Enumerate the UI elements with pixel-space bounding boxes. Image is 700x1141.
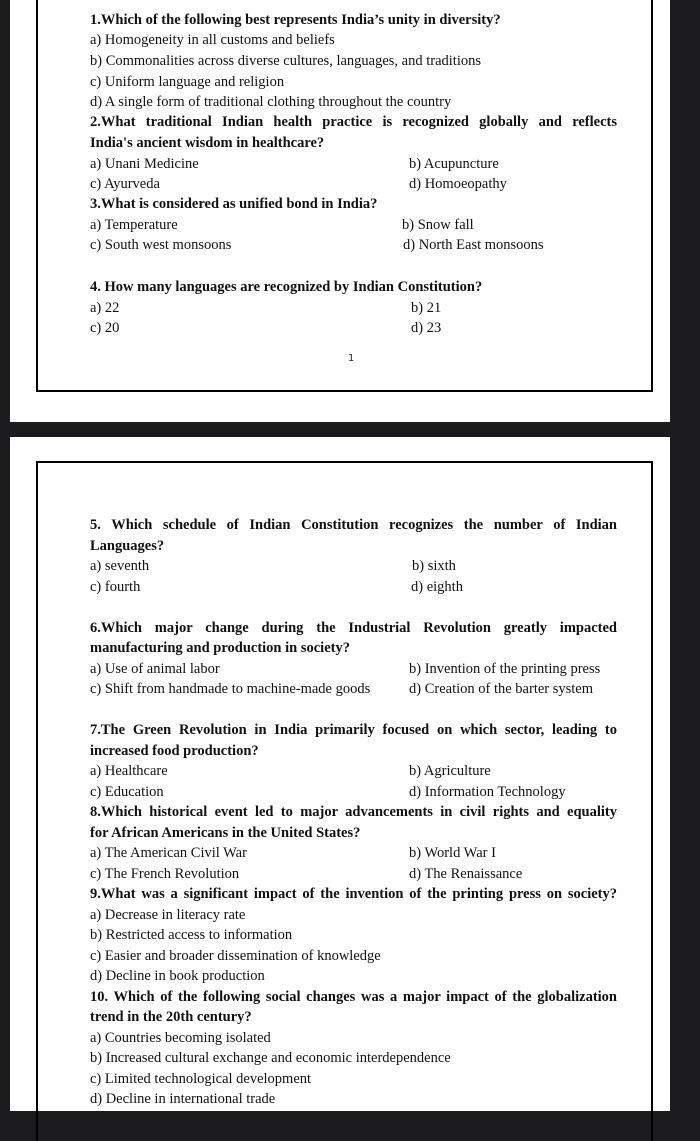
q8-option-b: b) World War I [409,845,496,861]
question-8-line-2: for African Americans in the United States? [90,825,361,841]
q6-option-c: c) Shift from handmade to machine-made goods [90,681,371,697]
question-1: 1.Which of the following best represents India’s unity in diversity? [90,12,501,28]
q2-option-c: c) Ayurveda [90,176,160,192]
q10-option-c: c) Limited technological development [90,1071,312,1087]
question-6-line-2: manufacturing and production in society? [90,640,350,656]
q10-option-b: b) Increased cultural exchange and economic interdependence [90,1050,451,1066]
q4-option-c: c) 20 [90,320,120,336]
q7-option-d: d) Information Technology [409,784,566,800]
q5-option-c: c) fourth [90,579,141,595]
q2-option-b: b) Acupuncture [409,156,499,172]
q8-option-d: d) The Renaissance [409,866,523,882]
q3-option-c: c) South west monsoons [90,237,232,253]
question-10-line-1: 10. Which of the following social changes was a major impact of the globalization [90,989,617,1005]
question-5-line-2: Languages? [90,538,165,554]
page-1 [10,0,670,422]
q7-option-c: c) Education [90,784,164,800]
q2-option-a: a) Unani Medicine [90,156,199,172]
question-10-line-2: trend in the 20th century? [90,1009,252,1025]
q7-option-a: a) Healthcare [90,763,168,779]
question-9: 9.What was a significant impact of the invention of the printing press on society? [90,886,617,902]
page-2 [10,437,670,1111]
question-4: 4. How many languages are recognized by Indian Constitution? [90,279,483,295]
q6-option-a: a) Use of animal labor [90,661,220,677]
q2-option-d: d) Homoeopathy [409,176,507,192]
question-2-line-2: India's ancient wisdom in healthcare? [90,135,325,151]
page-number: 1 [348,353,355,364]
q4-option-a: a) 22 [90,300,120,316]
q9-option-a: a) Decrease in literacy rate [90,907,246,923]
q3-option-b: b) Snow fall [402,217,474,233]
question-7-line-1: 7.The Green Revolution in India primarily focused on which sector, leading to [90,722,617,738]
question-8-line-1: 8.Which historical event led to major advancements in civil rights and equality [90,804,617,820]
q10-option-a: a) Countries becoming isolated [90,1030,271,1046]
q3-option-a: a) Temperature [90,217,178,233]
q4-option-b: b) 21 [411,300,442,316]
q10-option-d: d) Decline in international trade [90,1091,276,1107]
question-2-line-1: 2.What traditional Indian health practice is recognized globally and reflects [90,114,617,130]
question-7-line-2: increased food production? [90,743,259,759]
q8-option-c: c) The French Revolution [90,866,240,882]
q1-option-c: c) Uniform language and religion [90,74,285,90]
question-3: 3.What is considered as unified bond in India? [90,196,378,212]
q5-option-b: b) sixth [412,558,456,574]
q1-option-b: b) Commonalities across diverse cultures, languages, and traditions [90,53,482,69]
q9-option-c: c) Easier and broader dissemination of knowledge [90,948,381,964]
q1-option-d: d) A single form of traditional clothing throughout the country [90,94,452,110]
q4-option-d: d) 23 [411,320,442,336]
q6-option-b: b) Invention of the printing press [409,661,601,677]
question-6-line-1: 6.Which major change during the Industrial Revolution greatly impacted [90,620,617,636]
q5-option-d: d) eighth [411,579,463,595]
q7-option-b: b) Agriculture [409,763,491,779]
q6-option-d: d) Creation of the barter system [409,681,594,697]
q9-option-d: d) Decline in book production [90,968,265,984]
q8-option-a: a) The American Civil War [90,845,247,861]
question-5-line-1: 5. Which schedule of Indian Constitution recognizes the number of Indian [90,517,617,533]
q3-option-d: d) North East monsoons [403,237,544,253]
q1-option-a: a) Homogeneity in all customs and beliefs [90,32,335,48]
q9-option-b: b) Restricted access to information [90,927,293,943]
q5-option-a: a) seventh [90,558,150,574]
